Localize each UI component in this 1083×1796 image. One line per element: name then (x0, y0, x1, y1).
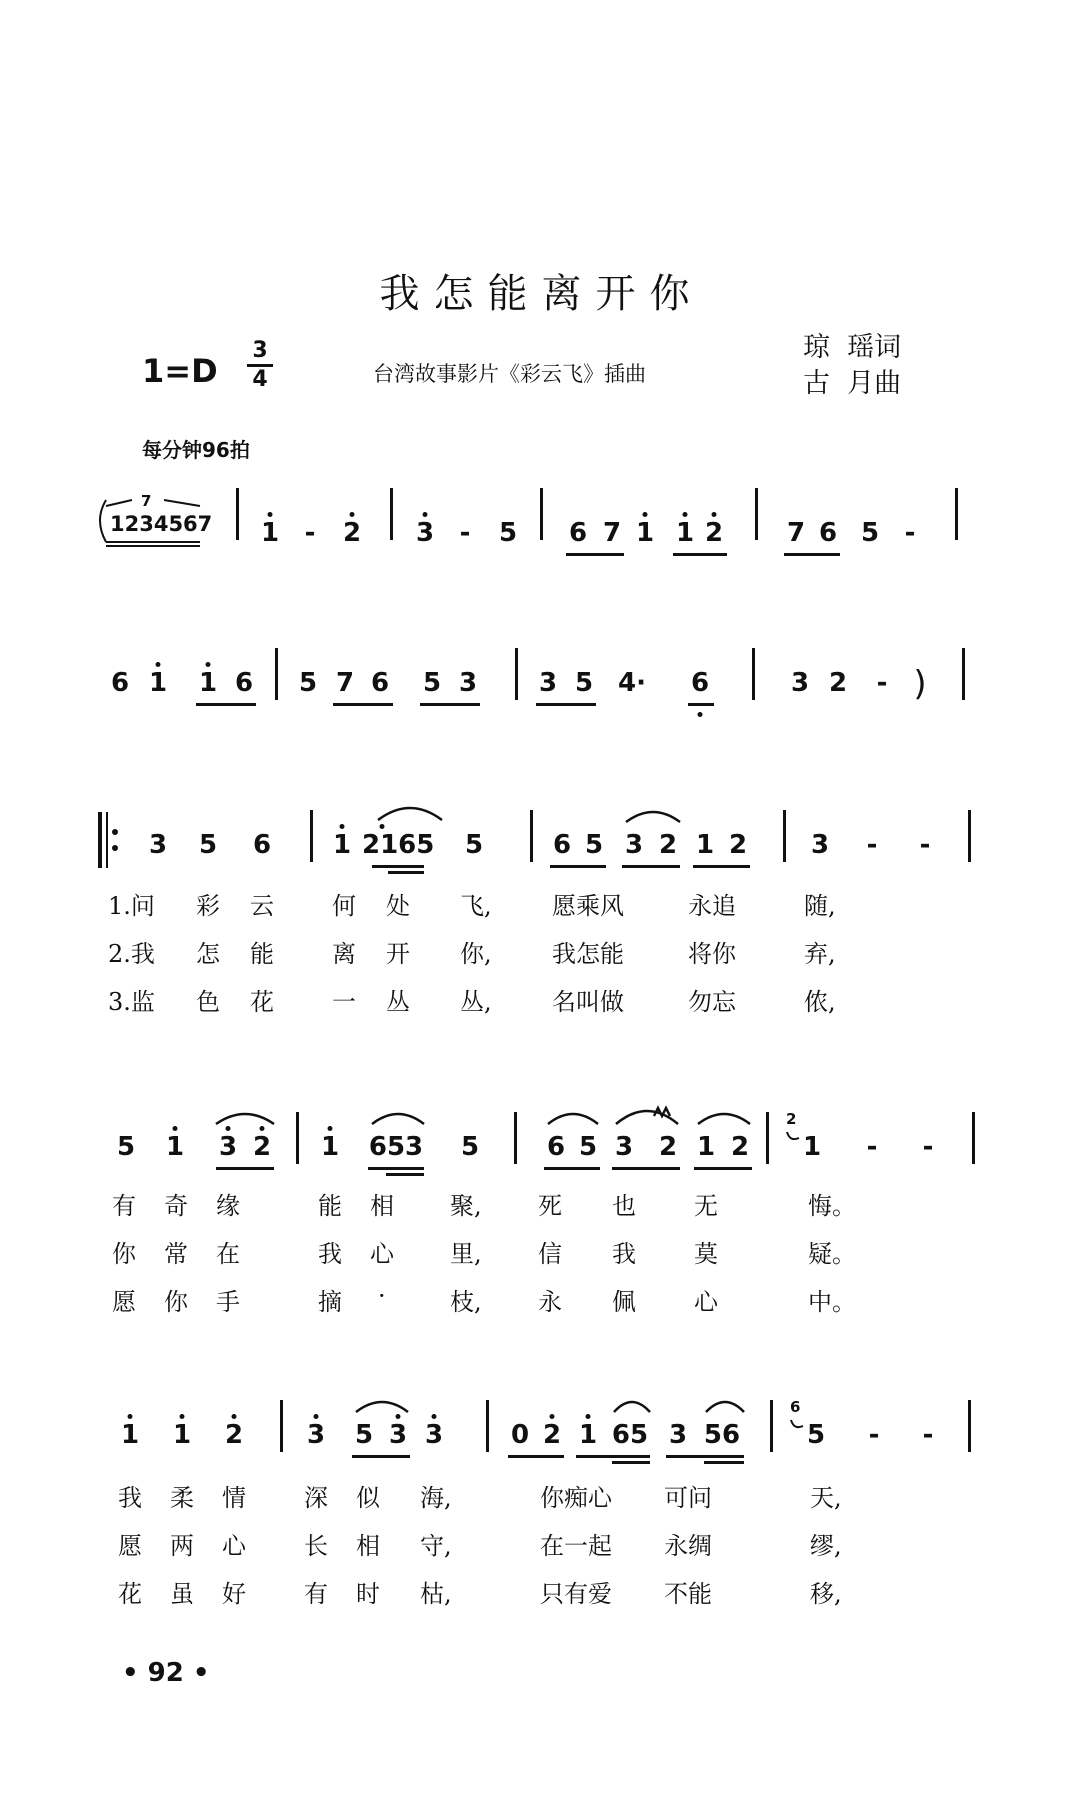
song-title: 我怎能离开你 (379, 271, 704, 317)
beam (386, 1173, 424, 1176)
barline (310, 810, 313, 862)
barline (515, 648, 518, 700)
lyric: 你, (460, 940, 492, 968)
note: 1 (332, 830, 352, 860)
slur (546, 1108, 600, 1128)
lyric: 只有爱 (540, 1580, 612, 1608)
lyric: 丛, (460, 988, 492, 1016)
beam (352, 1455, 410, 1458)
octave-dot (586, 1414, 591, 1419)
barline (962, 648, 965, 700)
note: - (304, 518, 316, 548)
lyric: 永追 (688, 892, 736, 920)
lyrics-verse-2-line-3 (0, 1526, 1083, 1566)
note: 1 (696, 1132, 716, 1162)
lyric: 开 (386, 940, 410, 968)
barline (530, 810, 533, 862)
barline (486, 1400, 489, 1452)
octave-dot (423, 512, 428, 517)
lyrics-verse-1-line-2 (0, 1186, 1083, 1226)
note: 5 (116, 1132, 136, 1162)
lyric: 常 (164, 1240, 188, 1268)
note: 1 (695, 830, 715, 860)
note: - (904, 518, 916, 548)
barline (755, 488, 758, 540)
note: 5 (298, 668, 318, 698)
lyrics-verse-1-line-3 (0, 1478, 1083, 1518)
lyric: 聚, (450, 1192, 482, 1220)
lyric: 有 (304, 1580, 328, 1608)
barline (752, 648, 755, 700)
slur (624, 806, 682, 826)
lyric: 守, (420, 1532, 452, 1560)
lyric: 可问 (664, 1484, 712, 1512)
lyric: 侬, (804, 988, 836, 1016)
slur (612, 1396, 652, 1416)
lyrics-verse-2-line-1 (0, 934, 1083, 974)
lyric: 离 (332, 940, 356, 968)
note: 3 (790, 668, 810, 698)
lyric: 长 (304, 1532, 328, 1560)
barline (236, 488, 239, 540)
note: - (922, 1132, 934, 1162)
beam (694, 1167, 752, 1170)
slur (376, 800, 444, 824)
lyric: 时 (356, 1580, 380, 1608)
lyric: 不能 (664, 1580, 712, 1608)
lyrics-verse-1-line-1 (0, 886, 1083, 926)
note: - (876, 668, 888, 698)
note: 1 (635, 518, 655, 548)
note: 2 (658, 1132, 678, 1162)
note: 2 (252, 1132, 272, 1162)
note: 3 (218, 1132, 238, 1162)
lyric: 一 (332, 988, 356, 1016)
lyric: 永 (538, 1288, 562, 1316)
lyric: 愿 (118, 1532, 142, 1560)
lyric: 能 (318, 1192, 342, 1220)
lyric: 我 (118, 1484, 142, 1512)
lyric: 愿 (112, 1288, 136, 1316)
lyrics-verse-3-line-3 (0, 1574, 1083, 1614)
beam (693, 865, 750, 868)
lyric: 虽 (170, 1580, 194, 1608)
note: 6 (370, 668, 390, 698)
lyric: 佩 (612, 1288, 636, 1316)
lyric: 永绸 (664, 1532, 712, 1560)
octave-dot (206, 662, 211, 667)
lyric: 中。 (808, 1288, 856, 1316)
beam (216, 1167, 274, 1170)
lyric: 色 (196, 988, 220, 1016)
octave-dot (328, 1126, 333, 1131)
lyric: 悔。 (808, 1192, 856, 1220)
cadenza-tuplet-number: 7 (141, 492, 152, 510)
lyric: 你痴心 (540, 1484, 612, 1512)
lyric: 枯, (420, 1580, 452, 1608)
note: 2 (224, 1420, 244, 1450)
note: 65 (611, 1420, 649, 1450)
lyric: 丛 (386, 988, 410, 1016)
lyric: 随, (804, 892, 836, 920)
lyric: 柔 (170, 1484, 194, 1512)
lyric: 将你 (688, 940, 736, 968)
lyric: 愿乘风 (552, 892, 624, 920)
lyric: 心 (222, 1532, 246, 1560)
note: 4· (618, 668, 646, 698)
lyric: 弃, (804, 940, 836, 968)
lyric: 1.问 (108, 892, 155, 920)
note: 5 (498, 518, 518, 548)
note: - (866, 1132, 878, 1162)
note: - (868, 1420, 880, 1450)
lyric: 相 (356, 1532, 380, 1560)
beam (333, 703, 393, 706)
key-signature: 1=D (142, 352, 218, 390)
lyric: 缪, (810, 1532, 842, 1560)
beam (566, 553, 624, 556)
slur (370, 1108, 426, 1128)
note: 6 (110, 668, 130, 698)
beam (612, 1461, 650, 1464)
barline (275, 648, 278, 700)
note: 5 (578, 1132, 598, 1162)
barline (514, 1112, 517, 1164)
grace-note: 6 (790, 1398, 801, 1416)
beam (666, 1455, 744, 1458)
slur (704, 1396, 746, 1416)
beam (196, 703, 256, 706)
note: 56 (703, 1420, 741, 1450)
lyric: 我 (318, 1240, 342, 1268)
repeat-start-sign (98, 812, 128, 872)
barline (390, 488, 393, 540)
note: 7 (602, 518, 622, 548)
lyric: 花 (250, 988, 274, 1016)
note: 2 (658, 830, 678, 860)
note: 1 (148, 668, 168, 698)
note: 1 (165, 1132, 185, 1162)
octave-dot (128, 1414, 133, 1419)
cadenza-notes: 1234567 (110, 512, 213, 536)
barline (972, 1112, 975, 1164)
lyric: 有 (112, 1192, 136, 1220)
lyrics-verse-3-line-2 (0, 1282, 1083, 1322)
note: 6 (568, 518, 588, 548)
note: 2 (728, 830, 748, 860)
note: 7 (335, 668, 355, 698)
note: 6 (818, 518, 838, 548)
lyric: 你 (112, 1240, 136, 1268)
beam (388, 871, 424, 874)
note: 2 (704, 518, 724, 548)
octave-dot (173, 1126, 178, 1131)
barline (783, 810, 786, 862)
lyric: 无 (694, 1192, 718, 1220)
lyric: · (378, 1282, 386, 1310)
lyric: 情 (222, 1484, 246, 1512)
note: 2 (828, 668, 848, 698)
lyric: 我 (612, 1240, 636, 1268)
lyric: 在一起 (540, 1532, 612, 1560)
note: 3 (148, 830, 168, 860)
note: 2165 (362, 830, 435, 860)
note: 0 (510, 1420, 530, 1450)
lyric: 两 (170, 1532, 194, 1560)
lyric: 莫 (694, 1240, 718, 1268)
lyric: 移, (810, 1580, 842, 1608)
note: 1 (320, 1132, 340, 1162)
barline (540, 488, 543, 540)
note: 3 (810, 830, 830, 860)
lyric: 何 (332, 892, 356, 920)
barline (280, 1400, 283, 1452)
beam (673, 553, 727, 556)
note: 5 (422, 668, 442, 698)
lyric: 你 (164, 1288, 188, 1316)
note: 3 (424, 1420, 444, 1450)
note: 653 (368, 1132, 424, 1162)
octave-dot (268, 512, 273, 517)
lyric: 也 (612, 1192, 636, 1220)
lyric: 似 (356, 1484, 380, 1512)
lyric: 能 (250, 940, 274, 968)
slur (696, 1108, 752, 1128)
beam (688, 703, 714, 706)
octave-dot (314, 1414, 319, 1419)
tempo-marking: 每分钟96拍 (142, 438, 250, 462)
lyric: 云 (250, 892, 274, 920)
beam (622, 865, 680, 868)
note: 1 (172, 1420, 192, 1450)
lyric: 心 (370, 1240, 394, 1268)
lyric: 飞, (460, 892, 492, 920)
note: 7 (786, 518, 806, 548)
slur-with-trill (614, 1094, 680, 1128)
note: 3 (538, 668, 558, 698)
octave-dot (712, 512, 717, 517)
note: - (459, 518, 471, 548)
lyricist: 琼 瑶词 (803, 332, 902, 363)
note: 6 (234, 668, 254, 698)
lyric: 死 (538, 1192, 562, 1220)
note: 3 (614, 1132, 634, 1162)
note: ) (913, 664, 927, 704)
lyric: 海, (420, 1484, 452, 1512)
lyric: 勿忘 (688, 988, 736, 1016)
note: 1 (802, 1132, 822, 1162)
lyric: 缘 (216, 1192, 240, 1220)
lyric: 花 (118, 1580, 142, 1608)
note: 5 (860, 518, 880, 548)
intro-cadenza (92, 490, 222, 550)
lyrics-verse-2-line-2 (0, 1234, 1083, 1274)
beam (372, 865, 424, 868)
note: 1 (198, 668, 218, 698)
octave-dot (156, 662, 161, 667)
octave-dot (380, 824, 385, 829)
beam (704, 1461, 744, 1464)
lyric: 在 (216, 1240, 240, 1268)
beam (576, 1455, 650, 1458)
note: 1 (120, 1420, 140, 1450)
lyric: 天, (810, 1484, 842, 1512)
grace-note: 2 (786, 1110, 797, 1128)
lyric: 3.监 (108, 988, 155, 1016)
note: 1 (260, 518, 280, 548)
beam (420, 703, 480, 706)
octave-dot (180, 1414, 185, 1419)
lyric: 怎 (196, 940, 220, 968)
note: 6 (552, 830, 572, 860)
lyric: 摘 (318, 1288, 342, 1316)
lyric: 奇 (164, 1192, 188, 1220)
note: 5 (460, 1132, 480, 1162)
lyric: 深 (304, 1484, 328, 1512)
barline (968, 1400, 971, 1452)
note: 1 (578, 1420, 598, 1450)
note: 3 (415, 518, 435, 548)
octave-dot (232, 1414, 237, 1419)
octave-dot (340, 824, 345, 829)
lyric: 里, (450, 1240, 482, 1268)
note: - (919, 830, 931, 860)
barline (770, 1400, 773, 1452)
lyric: 心 (694, 1288, 718, 1316)
barline (766, 1112, 769, 1164)
octave-dot (550, 1414, 555, 1419)
note: 3 (668, 1420, 688, 1450)
note: 1 (675, 518, 695, 548)
note: 3 (388, 1420, 408, 1450)
octave-dot (698, 712, 703, 717)
lyric: 手 (216, 1288, 240, 1316)
time-numerator: 3 (247, 340, 273, 367)
lyric: 彩 (196, 892, 220, 920)
beam (784, 553, 840, 556)
octave-dot (643, 512, 648, 517)
page-number: • 92 • (122, 1658, 210, 1688)
octave-dot (683, 512, 688, 517)
lyric: 信 (538, 1240, 562, 1268)
note: 5 (354, 1420, 374, 1450)
beam (508, 1455, 564, 1458)
song-subtitle: 台湾故事影片《彩云飞》插曲 (373, 362, 646, 386)
composer: 古 月曲 (803, 368, 902, 399)
beam (368, 1167, 424, 1170)
note: 5 (574, 668, 594, 698)
note: - (922, 1420, 934, 1450)
barline (296, 1112, 299, 1164)
lyric: 好 (222, 1580, 246, 1608)
note: 3 (306, 1420, 326, 1450)
note: 6 (546, 1132, 566, 1162)
lyrics-verse-3-line-1 (0, 982, 1083, 1022)
note: 5 (464, 830, 484, 860)
barline (955, 488, 958, 540)
time-signature (247, 340, 273, 391)
lyric: 2.我 (108, 940, 155, 968)
time-denominator: 4 (252, 367, 268, 392)
lyric: 我怎能 (552, 940, 624, 968)
beam (550, 865, 606, 868)
barline (968, 810, 971, 862)
note: 6 (690, 668, 710, 698)
lyric: 相 (370, 1192, 394, 1220)
note: 2 (730, 1132, 750, 1162)
beam (536, 703, 596, 706)
credits (803, 330, 901, 402)
note: 2 (342, 518, 362, 548)
note: 5 (584, 830, 604, 860)
beam (544, 1167, 600, 1170)
slur (214, 1108, 276, 1128)
slur (354, 1396, 410, 1416)
lyric: 名叫做 (552, 988, 624, 1016)
note: 6 (252, 830, 272, 860)
note: 3 (624, 830, 644, 860)
note: 3 (458, 668, 478, 698)
octave-dot (350, 512, 355, 517)
beam (612, 1167, 680, 1170)
note: 2 (542, 1420, 562, 1450)
lyric: 疑。 (808, 1240, 856, 1268)
note: 5 (198, 830, 218, 860)
lyric: 处 (386, 892, 410, 920)
note: - (866, 830, 878, 860)
note: 5 (806, 1420, 826, 1450)
lyric: 枝, (450, 1288, 482, 1316)
octave-dot (432, 1414, 437, 1419)
